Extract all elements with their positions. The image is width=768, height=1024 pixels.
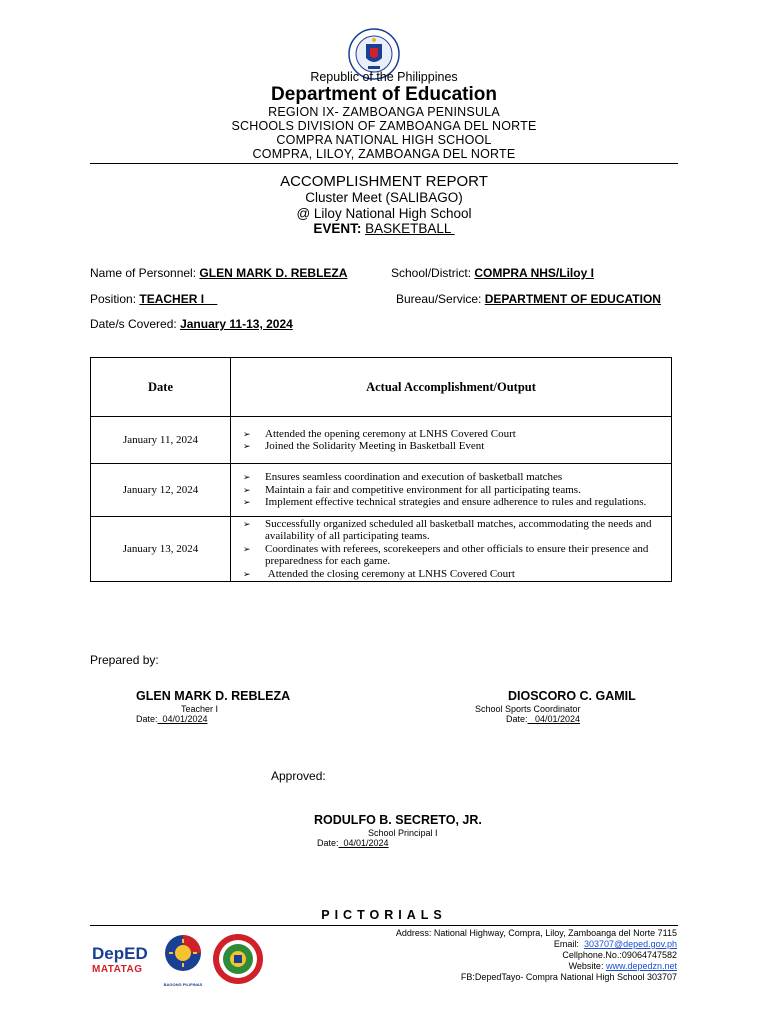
position-value: TEACHER I: [139, 292, 205, 306]
school-district-field: [391, 266, 594, 280]
footer-cellphone: Cellphone.No.:09064747582: [562, 950, 677, 960]
bagong-pilipinas-logo: BAGONG PILIPINAS: [160, 933, 206, 983]
report-subtitle-2: @ Liloy National High School: [296, 206, 472, 221]
person2-name: DIOSCORO C. GAMIL: [508, 689, 636, 703]
republic-line: Republic of the Philippines: [310, 70, 458, 84]
table-row: [91, 417, 672, 464]
list-item: ➢ Coordinates with referees, scorekeepers and other officials to ensure their presence and preparedness for each game.: [243, 542, 649, 568]
person1-date: Date: 04/01/2024: [136, 714, 208, 724]
row-output: [231, 517, 672, 582]
arrow-bullet-icon: ➢: [243, 428, 251, 439]
position-field: [90, 292, 217, 306]
table-row: [91, 517, 672, 582]
arrow-bullet-icon: ➢: [243, 568, 251, 579]
list-item: ➢ Implement effective technical strategies and ensure adherence to rules and regulations.: [243, 496, 647, 509]
email-link[interactable]: 303707@deped.gov.ph: [583, 939, 677, 949]
division-line: SCHOOLS DIVISION OF ZAMBOANGA DEL NORTE: [231, 119, 537, 133]
dates-covered-value: January 11-13, 2024: [180, 317, 293, 331]
arrow-bullet-icon: ➢: [243, 472, 251, 483]
approved-label: Approved:: [271, 769, 326, 783]
footer-address: Address: National Highway, Compra, Liloy, Zamboanga del Norte 7115: [395, 928, 677, 938]
event-line: [0, 221, 768, 237]
address-line: COMPRA, LILOY, ZAMBOANGA DEL NORTE: [252, 147, 516, 161]
personnel-name-label: Name of Personnel:: [90, 266, 197, 280]
accomplishment-table: [90, 357, 672, 582]
date-column-header: Date: [91, 358, 231, 417]
event-value: BASKETBALL: [365, 221, 455, 236]
school-district-label: School/District:: [391, 266, 472, 280]
deped-matatag-logo: DepED MATATAG: [92, 944, 148, 975]
prepared-by-label: Prepared by:: [90, 653, 159, 667]
list-item: ➢ Successfully organized scheduled all basketball matches, accommodating the needs and availability of all participating teams.: [243, 517, 652, 543]
footer-facebook: FB:DepedTayo- Compra National High School 303707: [460, 972, 677, 982]
list-item: ➢ Ensures seamless coordination and execution of basketball matches: [243, 471, 563, 484]
footer-website: Website: www.depedzn.net: [568, 961, 677, 971]
footer-email: Email: 303707@deped.gov.ph: [553, 939, 677, 949]
event-label: EVENT:: [313, 221, 362, 236]
list-item: ➢ Joined the Solidarity Meeting in Basketball Event: [243, 440, 485, 452]
person3-name: RODULFO B. SECRETO, JR.: [314, 813, 482, 827]
row-output: [231, 464, 672, 517]
list-item: ➢ Maintain a fair and competitive environment for all participating teams.: [243, 483, 581, 496]
bureau-field: [396, 292, 661, 306]
dates-covered-label: Date/s Covered:: [90, 317, 177, 331]
footer-divider: [90, 925, 678, 926]
region-line: REGION IX- ZAMBOANGA PENINSULA: [268, 105, 500, 119]
arrow-bullet-icon: ➢: [243, 441, 251, 451]
dates-covered-field: [90, 317, 293, 331]
arrow-bullet-icon: ➢: [243, 497, 251, 508]
school-district-value: COMPRA NHS/Liloy I: [474, 266, 594, 280]
output-column-header: Actual Accomplishment/Output: [231, 358, 672, 417]
department-title: Department of Education: [271, 84, 497, 105]
person2-title: School Sports Coordinator: [475, 704, 581, 714]
website-link[interactable]: www.depedzn.net: [605, 961, 677, 971]
list-item: ➢ Attended the opening ceremony at LNHS Covered Court: [243, 427, 516, 440]
arrow-bullet-icon: ➢: [243, 543, 251, 554]
arrow-bullet-icon: ➢: [243, 484, 251, 495]
table-row: [91, 464, 672, 517]
row-date: January 13, 2024: [91, 517, 231, 582]
pictorials-heading: PICTORIALS: [321, 908, 447, 922]
bureau-label: Bureau/Service:: [396, 292, 482, 306]
report-subtitle-1: Cluster Meet (SALIBAGO): [305, 190, 463, 205]
person1-title: Teacher I: [181, 704, 219, 714]
personnel-name-field: [90, 266, 347, 280]
list-item: ➢ Attended the closing ceremony at LNHS Covered Court: [243, 567, 515, 580]
person2-date: Date: 04/01/2024: [506, 714, 581, 724]
row-date: January 11, 2024: [91, 417, 231, 464]
header-divider: [90, 163, 678, 164]
school-line: COMPRA NATIONAL HIGH SCHOOL: [276, 133, 492, 147]
school-seal-logo: [212, 933, 264, 985]
arrow-bullet-icon: ➢: [243, 518, 251, 529]
position-label: Position:: [90, 292, 137, 306]
table-header-row: [91, 358, 672, 417]
person1-name: GLEN MARK D. REBLEZA: [136, 689, 291, 703]
report-title: ACCOMPLISHMENT REPORT: [280, 173, 488, 190]
bureau-value: DEPARTMENT OF EDUCATION: [484, 292, 661, 306]
person3-title: School Principal I: [368, 828, 438, 838]
person3-date: Date: 04/01/2024: [317, 838, 389, 848]
personnel-name-value: GLEN MARK D. REBLEZA: [199, 266, 348, 280]
row-output: [231, 417, 672, 464]
row-date: January 12, 2024: [91, 464, 231, 517]
